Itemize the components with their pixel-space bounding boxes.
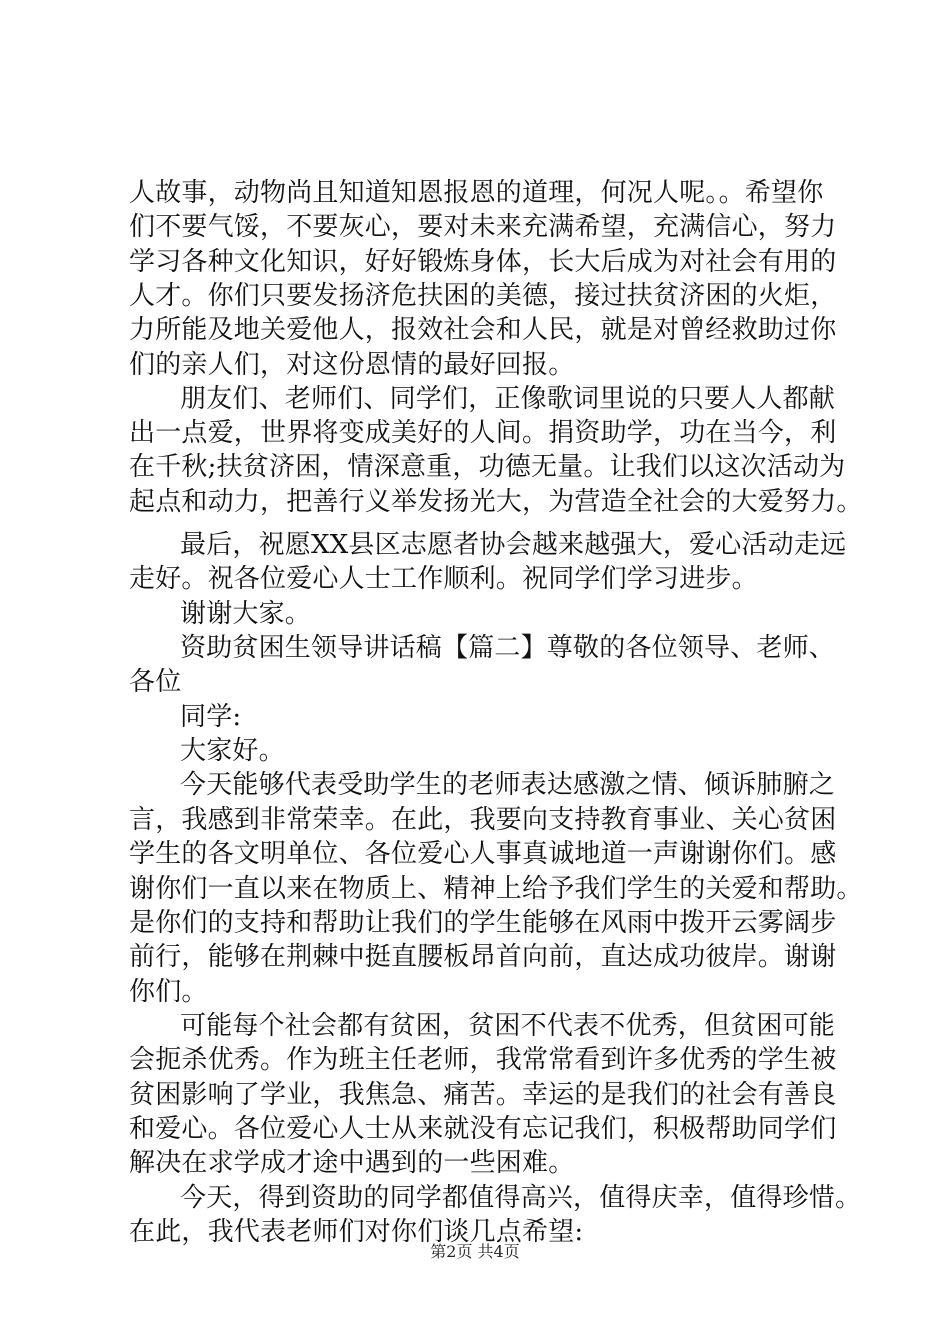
- text-line: 出一点爱，世界将变成美好的人间。捐资助学，功在当今，利: [129, 418, 837, 448]
- text-line: 谢你们一直以来在物质上、精神上给予我们学生的关爱和帮助。: [129, 874, 863, 904]
- paragraph-start-line: 谢谢大家。: [180, 599, 312, 629]
- paragraph-start-line: 今天，得到资助的同学都值得高兴，值得庆幸，值得珍惜。: [180, 1183, 862, 1213]
- greeting-line: 大家好。: [180, 736, 285, 766]
- text-line: 人才。你们只要发扬济危扶困的美德，接过扶贫济困的火炬，: [129, 281, 837, 311]
- text-line: 起点和动力，把善行义举发扬光大，为营造全社会的大爱努力。: [129, 487, 863, 517]
- text-line: 力所能及地关爱他人，报效社会和人民，就是对曾经救助过你: [129, 315, 837, 345]
- text-line: 解决在求学成才途中遇到的一些困难。: [129, 1148, 575, 1178]
- text-line: 言，我感到非常荣幸。在此，我要向支持教育事业、关心贫困: [129, 805, 837, 835]
- paragraph-start-line: 朋友们、老师们、同学们，正像歌词里说的只要人人都献: [180, 384, 836, 414]
- text-line: 贫困影响了学业，我焦急、痛苦。幸运的是我们的社会有善良: [129, 1080, 837, 1110]
- text-line: 和爱心。各位爱心人士从来就没有忘记我们，积极帮助同学们: [129, 1114, 837, 1144]
- text-line: 会扼杀优秀。作为班主任老师，我常常看到许多优秀的学生被: [129, 1045, 837, 1075]
- salutation-line: 同学:: [180, 702, 242, 732]
- text-line: 你们。: [129, 977, 208, 1007]
- text-line: 是你们的支持和帮助让我们的学生能够在风雨中拨开云雾阔步: [129, 908, 837, 938]
- paragraph-start-line: 今天能够代表受助学生的老师表达感激之情、倾诉肺腑之: [180, 770, 836, 800]
- paragraph-start-line: 可能每个社会都有贫困，贫困不代表不优秀，但贫困可能: [180, 1011, 836, 1041]
- text-line: 们不要气馁，不要灰心，要对未来充满希望，充满信心，努力: [129, 212, 837, 242]
- text-line: 学习各种文化知识，好好锻炼身体，长大后成为对社会有用的: [129, 247, 837, 277]
- section-heading-line: 资助贫困生领导讲话稿【篇二】尊敬的各位领导、老师、: [180, 633, 836, 663]
- text-line: 前行，能够在荆棘中挺直腰板昂首向前，直达成功彼岸。谢谢: [129, 942, 837, 972]
- text-line: 学生的各文明单位、各位爱心人事真诚地道一声谢谢你们。感: [129, 839, 837, 869]
- text-line: 各位: [129, 667, 182, 697]
- text-line: 走好。祝各位爱心人士工作顺利。祝同学们学习进步。: [129, 564, 758, 594]
- text-line: 在千秋;扶贫济困，情深意重，功德无量。让我们以这次活动为: [129, 452, 846, 482]
- text-line: 们的亲人们，对这份恩情的最好回报。: [129, 350, 575, 380]
- page-footer: 第2页 共4页: [430, 1242, 520, 1261]
- text-line: 人故事，动物尚且知道知恩报恩的道理，何况人呢。。希望你: [129, 178, 824, 208]
- text-line: 在此，我代表老师们对你们谈几点希望:: [129, 1217, 584, 1247]
- paragraph-start-line: 最后，祝愿XX县区志愿者协会越来越强大，爱心活动走远: [180, 530, 847, 560]
